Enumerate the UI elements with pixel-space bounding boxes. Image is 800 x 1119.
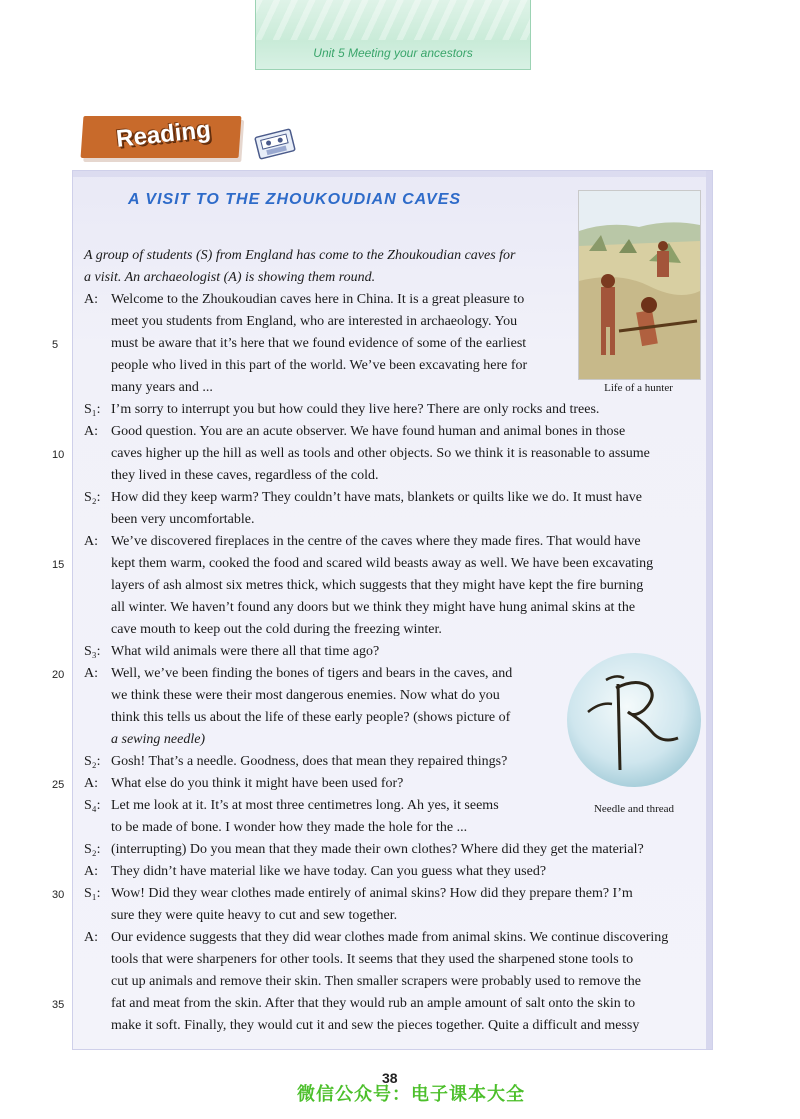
speaker-label: A: [84, 292, 98, 307]
unit-title: Unit 5 Meeting your ancestors [313, 46, 473, 60]
dialogue-line: kept them warm, cooked the food and scared wild beasts away as well. We have been excavating [111, 556, 654, 571]
line-number: 30 [52, 889, 65, 901]
hunter-illustration [578, 190, 701, 380]
dialogue-line: think this tells us about the life of these early people? (shows picture of [111, 710, 511, 725]
dialogue-line: meet you students from England, who are interested in archaeology. You [111, 314, 518, 329]
dialogue-line: fat and meat from the skin. After that they would rub an ample amount of salt onto the skin to [111, 996, 636, 1011]
dialogue-line: people who lived in this part of the world. We’ve been excavating here for [111, 358, 528, 373]
cassette-tape-icon[interactable] [254, 128, 297, 160]
needle-caption: Needle and thread [593, 803, 674, 815]
line-number: 5 [52, 339, 59, 351]
article-title: A VISIT TO THE ZHOUKOUDIAN CAVES [128, 191, 462, 208]
dialogue-line: What wild animals were there all that time ago? [111, 644, 380, 659]
dialogue-line: (interrupting) Do you mean that they made their own clothes? Where did they get the material? [111, 842, 644, 857]
intro-line: a visit. An archaeologist (A) is showing them round. [84, 270, 376, 285]
line-number: 35 [52, 999, 65, 1011]
intro-line: A group of students (S) from England has come to the Zhoukoudian caves for [84, 248, 516, 263]
dialogue-line: cave mouth to keep out the cold during the freezing winter. [111, 622, 442, 637]
dialogue-line: make it soft. Finally, they would cut it and sew the pieces together. Quite a difficult and messy [111, 1018, 640, 1033]
dialogue-line: Let me look at it. It’s at most three centimetres long. Ah yes, it seems [111, 798, 499, 813]
page-number: 38 [382, 1070, 398, 1086]
speaker-label: S₂: [84, 754, 101, 769]
hunter-caption: Life of a hunter [604, 382, 673, 394]
dialogue-line: What else do you think it might have been used for? [111, 776, 404, 791]
banner-decoration [256, 0, 530, 40]
dialogue-line: layers of ash almost six metres thick, which suggests that they might have kept the fire burning [111, 578, 644, 593]
dialogue-line: Our evidence suggests that they did wear clothes made from animal skins. We continue discovering [111, 930, 669, 945]
dialogue-line: they lived in these caves, regardless of the cold. [111, 468, 379, 483]
dialogue-line: a sewing needle) [111, 732, 206, 747]
dialogue-line: How did they keep warm? They couldn’t have mats, blankets or quilts like we do. It must have [111, 490, 642, 505]
dialogue-line: Gosh! That’s a needle. Goodness, does that mean they repaired things? [111, 754, 508, 769]
speaker-label: A: [84, 930, 98, 945]
speaker-label: S₂: [84, 490, 101, 505]
needle-illustration [566, 652, 702, 788]
dialogue-line: we think these were their most dangerous enemies. Now what do you [111, 688, 500, 703]
dialogue-line: They didn’t have material like we have today. Can you guess what they used? [111, 864, 547, 879]
dialogue-line: must be aware that it’s here that we found evidence of some of the earliest [111, 336, 527, 351]
speaker-label: A: [84, 864, 98, 879]
dialogue-line: cut up animals and remove their skin. Then smaller scrapers were probably used to remove the [111, 974, 642, 989]
dialogue-line: to be made of bone. I wonder how they made the hole for the ... [111, 820, 468, 835]
dialogue-line: Wow! Did they wear clothes made entirely of animal skins? How did they prepare them? I’m [111, 886, 633, 901]
dialogue-line: tools that were sharpeners for other tools. It seems that they used the sharpened stone tools to [111, 952, 634, 967]
speaker-label: A: [84, 666, 98, 681]
dialogue-line: We’ve discovered fireplaces in the centre of the caves where they made fires. That would have [111, 534, 641, 549]
speaker-label: S₁: [84, 402, 101, 417]
speaker-label: S₃: [84, 644, 101, 659]
line-number: 25 [52, 779, 65, 791]
reading-label-text: Reading [114, 116, 212, 153]
line-number: 15 [52, 559, 65, 571]
dialogue-line: all winter. We haven’t found any doors but we think they might have hung animal skins at the [111, 600, 636, 615]
speaker-label: S₄: [84, 798, 101, 813]
speaker-label: A: [84, 534, 98, 549]
line-number: 20 [52, 669, 65, 681]
speaker-label: S₂: [84, 842, 101, 857]
dialogue-line: caves higher up the hill as well as tools and other objects. So we think it is reasonable to assume [111, 446, 650, 461]
speaker-label: S₁: [84, 886, 101, 901]
line-number: 10 [52, 449, 65, 461]
watermark-text: 微信公众号：电子课本大全 [297, 1084, 525, 1105]
speaker-label: A: [84, 776, 98, 791]
dialogue-line: I’m sorry to interrupt you but how could they live here? There are only rocks and trees. [111, 402, 600, 417]
unit-header-banner [255, 0, 531, 70]
dialogue-line: Good question. You are an acute observer. We have found human and animal bones in those [111, 424, 626, 439]
reading-section-label [81, 116, 242, 158]
dialogue-line: Welcome to the Zhoukoudian caves here in China. It is a great pleasure to [111, 292, 525, 307]
speaker-label: A: [84, 424, 98, 439]
dialogue-line: been very uncomfortable. [111, 512, 255, 527]
dialogue-line: many years and ... [111, 380, 213, 395]
dialogue-line: sure they were quite heavy to cut and sew together. [111, 908, 398, 923]
dialogue-line: Well, we’ve been finding the bones of tigers and bears in the caves, and [111, 666, 513, 681]
